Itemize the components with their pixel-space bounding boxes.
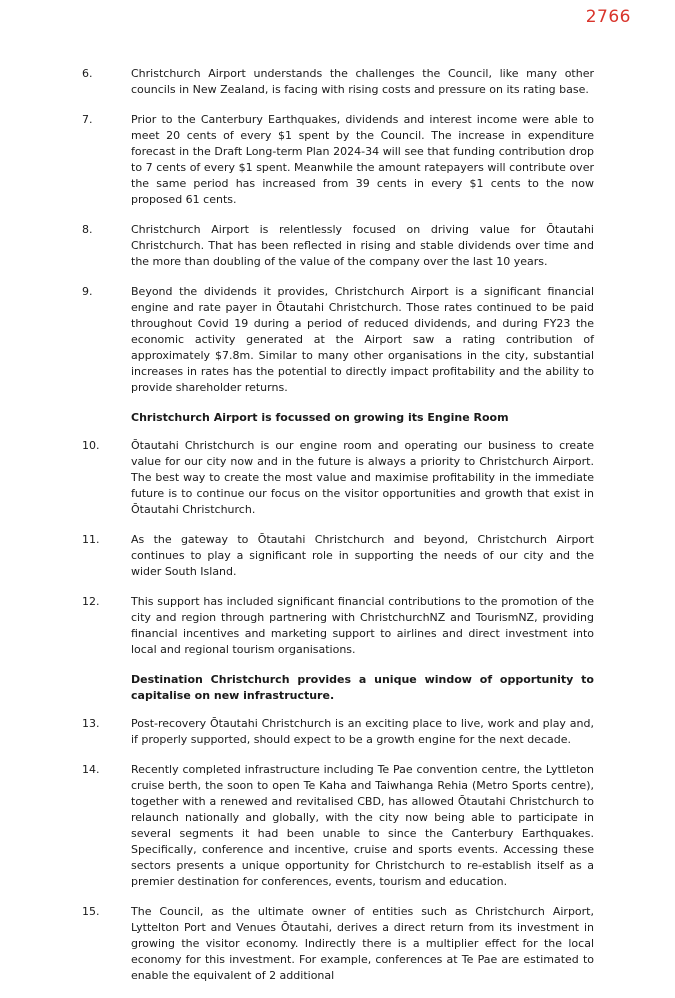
paragraph-text: Beyond the dividends it provides, Christchurch Airport is a significant financial engine and rate payer in Ōtautahi Christchurch. Those rates continued to be paid throughout Covid 19 during a period of reduced dividends, and during FY23 the economic activity generated at the Airport saw a rating contribution of approximately $7.8m. Similar to many other organisations in the city, substantial increases in rates has the potential to directly impact profitability and the ability to provide shareholder returns.	[131, 285, 594, 394]
paragraph-text: Prior to the Canterbury Earthquakes, dividends and interest income were able to meet 20 cents of every $1 spent by the Council. The increase in expenditure forecast in the Draft Long-term Plan 2024-34 will see that funding contribution drop to 7 cents of every $1 spent. Meanwhile the amount ratepayers will contribute over the same period has increased from 39 cents in every $1 cents to the now proposed 61 cents.	[131, 113, 594, 206]
paragraph-number: 12.	[82, 595, 100, 608]
paragraph-8	[0, 222, 675, 270]
paragraph-number: 9.	[82, 285, 93, 298]
paragraph-15	[0, 904, 675, 984]
paragraph-number: 6.	[82, 67, 93, 80]
paragraph-10	[0, 438, 675, 518]
paragraph-14	[0, 762, 675, 890]
paragraph-7	[0, 112, 675, 208]
section-heading-destination: Destination Christchurch provides a unique window of opportunity to capitalise on new infrastructure.	[131, 673, 594, 702]
page-number: 2766	[585, 7, 631, 27]
paragraph-number: 13.	[82, 717, 100, 730]
paragraph-text: Christchurch Airport understands the challenges the Council, like many other councils in New Zealand, is facing with rising costs and pressure on its rating base.	[131, 67, 594, 96]
paragraph-11	[0, 532, 675, 580]
paragraph-9	[0, 284, 675, 396]
paragraph-number: 14.	[82, 763, 100, 776]
paragraph-text: Post-recovery Ōtautahi Christchurch is an exciting place to live, work and play and, if properly supported, should expect to be a growth engine for the next decade.	[131, 717, 594, 746]
paragraph-number: 10.	[82, 439, 100, 452]
paragraph-13	[0, 716, 675, 748]
paragraph-text: The Council, as the ultimate owner of entities such as Christchurch Airport, Lyttelton Port and Venues Ōtautahi, derives a direct return from its investment in growing the visitor economy. Indirectly there is a multiplier effect for the local economy for this investment. For example, conferences at Te Pae are estimated to enable the equivalent of 2 additional	[131, 905, 594, 982]
paragraph-number: 15.	[82, 905, 100, 918]
section-heading-engine-room: Christchurch Airport is focussed on growing its Engine Room	[131, 411, 509, 424]
paragraph-text: This support has included significant financial contributions to the promotion of the city and region through partnering with ChristchurchNZ and TourismNZ, providing financial incentives and marketing support to airlines and direct investment into local and regional tourism organisations.	[131, 595, 594, 656]
paragraph-text: Christchurch Airport is relentlessly focused on driving value for Ōtautahi Christchurch. That has been reflected in rising and stable dividends over time and the more than doubling of the value of the company over the last 10 years.	[131, 223, 594, 268]
paragraph-number: 7.	[82, 113, 93, 126]
paragraph-12	[0, 594, 675, 658]
paragraph-text: As the gateway to Ōtautahi Christchurch and beyond, Christchurch Airport continues to play a significant role in supporting the needs of our city and the wider South Island.	[131, 533, 594, 578]
paragraph-text: Recently completed infrastructure including Te Pae convention centre, the Lyttleton cruise berth, the soon to open Te Kaha and Taiwhanga Rehia (Metro Sports centre), together with a renewed and revitalised CBD, has allowed Ōtautahi Christchurch to relaunch nationally and globally, with the city now being able to participate in several segments it had been unable to since the Canterbury Earthquakes. Specifically, conference and incentive, cruise and sports events. Accessing these sectors presents a unique opportunity for Christchurch to re-establish itself as a premier destination for conferences, events, tourism and education.	[131, 763, 594, 888]
document-body	[0, 66, 675, 998]
paragraph-number: 8.	[82, 223, 93, 236]
paragraph-number: 11.	[82, 533, 100, 546]
paragraph-6	[0, 66, 675, 98]
paragraph-text: Ōtautahi Christchurch is our engine room and operating our business to create value for our city now and in the future is always a priority to Christchurch Airport. The best way to create the most value and maximise profitability in the immediate future is to continue our focus on the visitor opportunities and growth that exist in Ōtautahi Christchurch.	[131, 439, 594, 516]
